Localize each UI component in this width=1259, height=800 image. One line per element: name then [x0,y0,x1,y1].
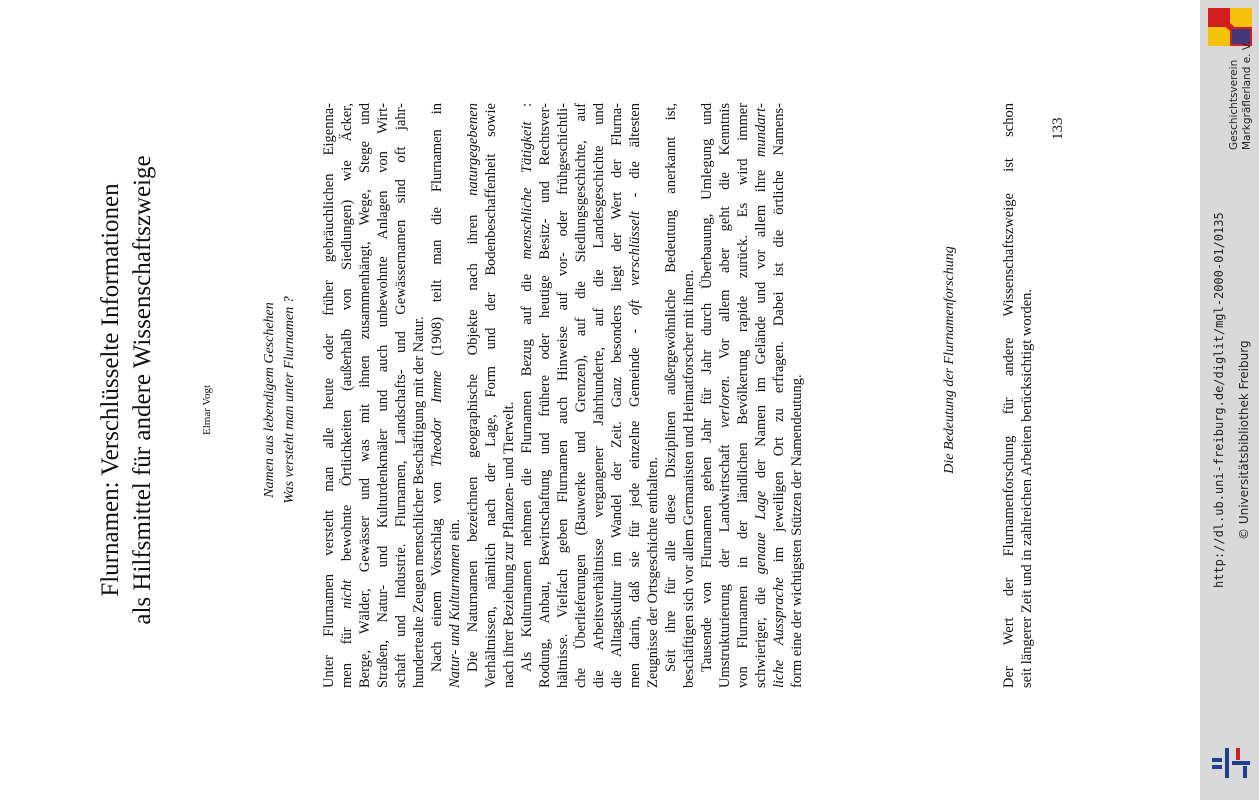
text-line [572,103,590,688]
text-run: ein. [447,519,463,545]
text-line [428,103,446,688]
library-logo-icon [1212,748,1256,778]
article-title-line-1: Flurnamen: Verschlüsselte Informationen [97,183,124,597]
text-line [518,103,536,688]
text-line [626,103,644,688]
text-run: form eine der wichtigsten Stützen der Namendeutung. [789,374,805,688]
society-name-line-2: Markgräflerland e. V. [1241,40,1253,150]
text-line [644,103,662,688]
text-run: . Vor allem aber geht die Kenntnis [717,103,733,380]
text-run: seit längerer Zeit und in zahlreichen Arbeiten berücksichtigt worden. [1019,288,1035,688]
article-title-line-2: als Hilfsmittel für andere Wissenschaftszweige [129,155,156,625]
text-line [662,103,680,688]
text-run: Berge, Wälder, Gewässer und was mit ihnen zusammenhängt, Wege, Stege und [357,103,373,688]
text-run: (1908) teilt man die Flurnamen in [429,103,445,371]
italic-text: liche Aussprache [771,577,787,688]
text-run: bewohnte Örtlichkeiten (außerhalb von Siedlungen) wie Äcker, [339,103,355,580]
text-run: - die ältesten [627,103,643,212]
italic-text: nicht [339,579,355,609]
text-line [410,103,428,688]
text-line [338,103,356,688]
society-name-line-1: Geschichtsverein [1228,59,1240,150]
text-run: che Überlieferungen (Bauwerke und Grenzen), auf die Siedlungsgeschichte, auf [573,103,589,688]
section-heading: Die Bedeutung der Flurnamenforschung [942,246,957,474]
text-run: Unter Flurnamen versteht man alle heute oder früher gebräuchlichen Eigenna- [321,103,337,688]
text-run: Der Wert der Flurnamenforschung für andere Wissenschaftszweige ist schon [1001,103,1017,688]
text-run: beschäftigen sich vor allem Germanisten und Heimatforscher mit ihnen. [681,269,697,688]
italic-text: naturgegebenen [465,103,481,196]
text-line [356,103,374,688]
text-line [716,103,734,688]
text-line [482,103,500,688]
text-run: Straßen, Natur- und Kulturdenkmäler und auch unbewohnte Anlagen von Wirt- [375,103,391,688]
text-run: die Alltagskultur im Wandel der Zeit. Ganz besonders liegt der Wert der Flurna- [609,103,625,688]
text-line [590,103,608,688]
text-line [320,103,338,688]
text-line [446,103,464,688]
text-run: Umstrukturierung der Landwirtschaft [717,427,733,688]
text-run: Tausende von Flurnamen gehen Jahr für Jahr durch Überbauung, Umlegung und [699,103,715,672]
italic-text: verloren [717,379,733,428]
text-line [374,103,392,688]
text-run: men für [339,608,355,688]
italic-text: menschliche Tätigkeit [519,121,535,260]
italic-text: oft verschlüsselt [627,211,643,316]
text-line [788,103,806,688]
text-run: schaft und Industrie. Flurnamen, Landschafts- und Gewässernamen sind oft jahr- [393,103,409,688]
text-run: im jeweiligen Ort zu erfragen. Dabei ist die örtliche Namens- [771,103,787,578]
text-line [536,103,554,688]
text-line [734,103,752,688]
text-run: Rodung, Anbau, Bewirtschaftung und frühere oder heutige Besitz- und Rechtsver- [537,103,553,688]
source-url-link[interactable]: http://dl.ub.uni-freiburg.de/diglit/mgl-2000-01/0135 [1212,212,1226,588]
author-name: Elmar Vogt [201,385,213,436]
italic-text: Theodor Imme [429,370,445,467]
text-line [752,103,770,688]
text-line [608,103,626,688]
text-run: nach ihrer Beziehung zur Pflanzen- und Tierwelt. [501,401,517,688]
text-run: : [519,102,535,122]
text-run: schwieriger, die [753,574,769,688]
text-run: von Flurnamen in der ländlichen Bevölkerung rapide zurück. Es wird immer [735,103,751,688]
italic-text: Natur- und Kulturnamen [447,544,463,688]
text-run: Als Kulturnamen nehmen die Flurnamen Bezug auf die [519,259,535,672]
text-run: men darin, daß sie für jede einzelne Gemeinde - [627,315,643,688]
text-line [464,103,482,688]
text-line [770,103,788,688]
text-run: Nach einem Vorschlag von [429,466,445,672]
text-run: Zeugnisse der Ortsgeschichte enthalten. [645,456,661,688]
text-run: der Namen im Gelände und vor allem ihre [753,157,769,491]
text-line [392,103,410,688]
page-number: 133 [1050,117,1066,140]
text-line [680,103,698,688]
text-line [1000,103,1018,688]
text-run: die Arbeitsverhältnisse vergangener Jahrhunderte, auf die Landesgeschichte und [591,103,607,688]
text-run: hältnisse. Vielfach geben Flurnamen auch Hinweise auf vor- oder frühgeschichtli- [555,103,571,688]
text-run: Die Naturnamen bezeichnen geographische Objekte nach ihren [465,195,481,672]
subtitle-line-2: Was versteht man unter Flurnamen ? [282,296,297,504]
text-line [500,103,518,688]
text-line [1018,103,1036,688]
text-run: Verhältnissen, nämlich nach der Lage, Form und der Bodenbeschaffenheit sowie [483,103,499,688]
italic-text: genaue Lage [753,490,769,575]
text-line [698,103,716,688]
subtitle-line-1: Namen aus lebendigem Geschehen [262,302,277,498]
copyright-notice: © Universitätsbibliothek Freiburg [1237,340,1251,540]
italic-text: mundart- [753,103,769,157]
text-run: hundertealte Zeugen menschlicher Beschäftigung mit der Natur. [411,316,427,688]
text-run: Seit ihre für alle diese Disziplinen außergewöhnliche Bedeutung anerkannt ist, [663,103,679,672]
text-line [554,103,572,688]
